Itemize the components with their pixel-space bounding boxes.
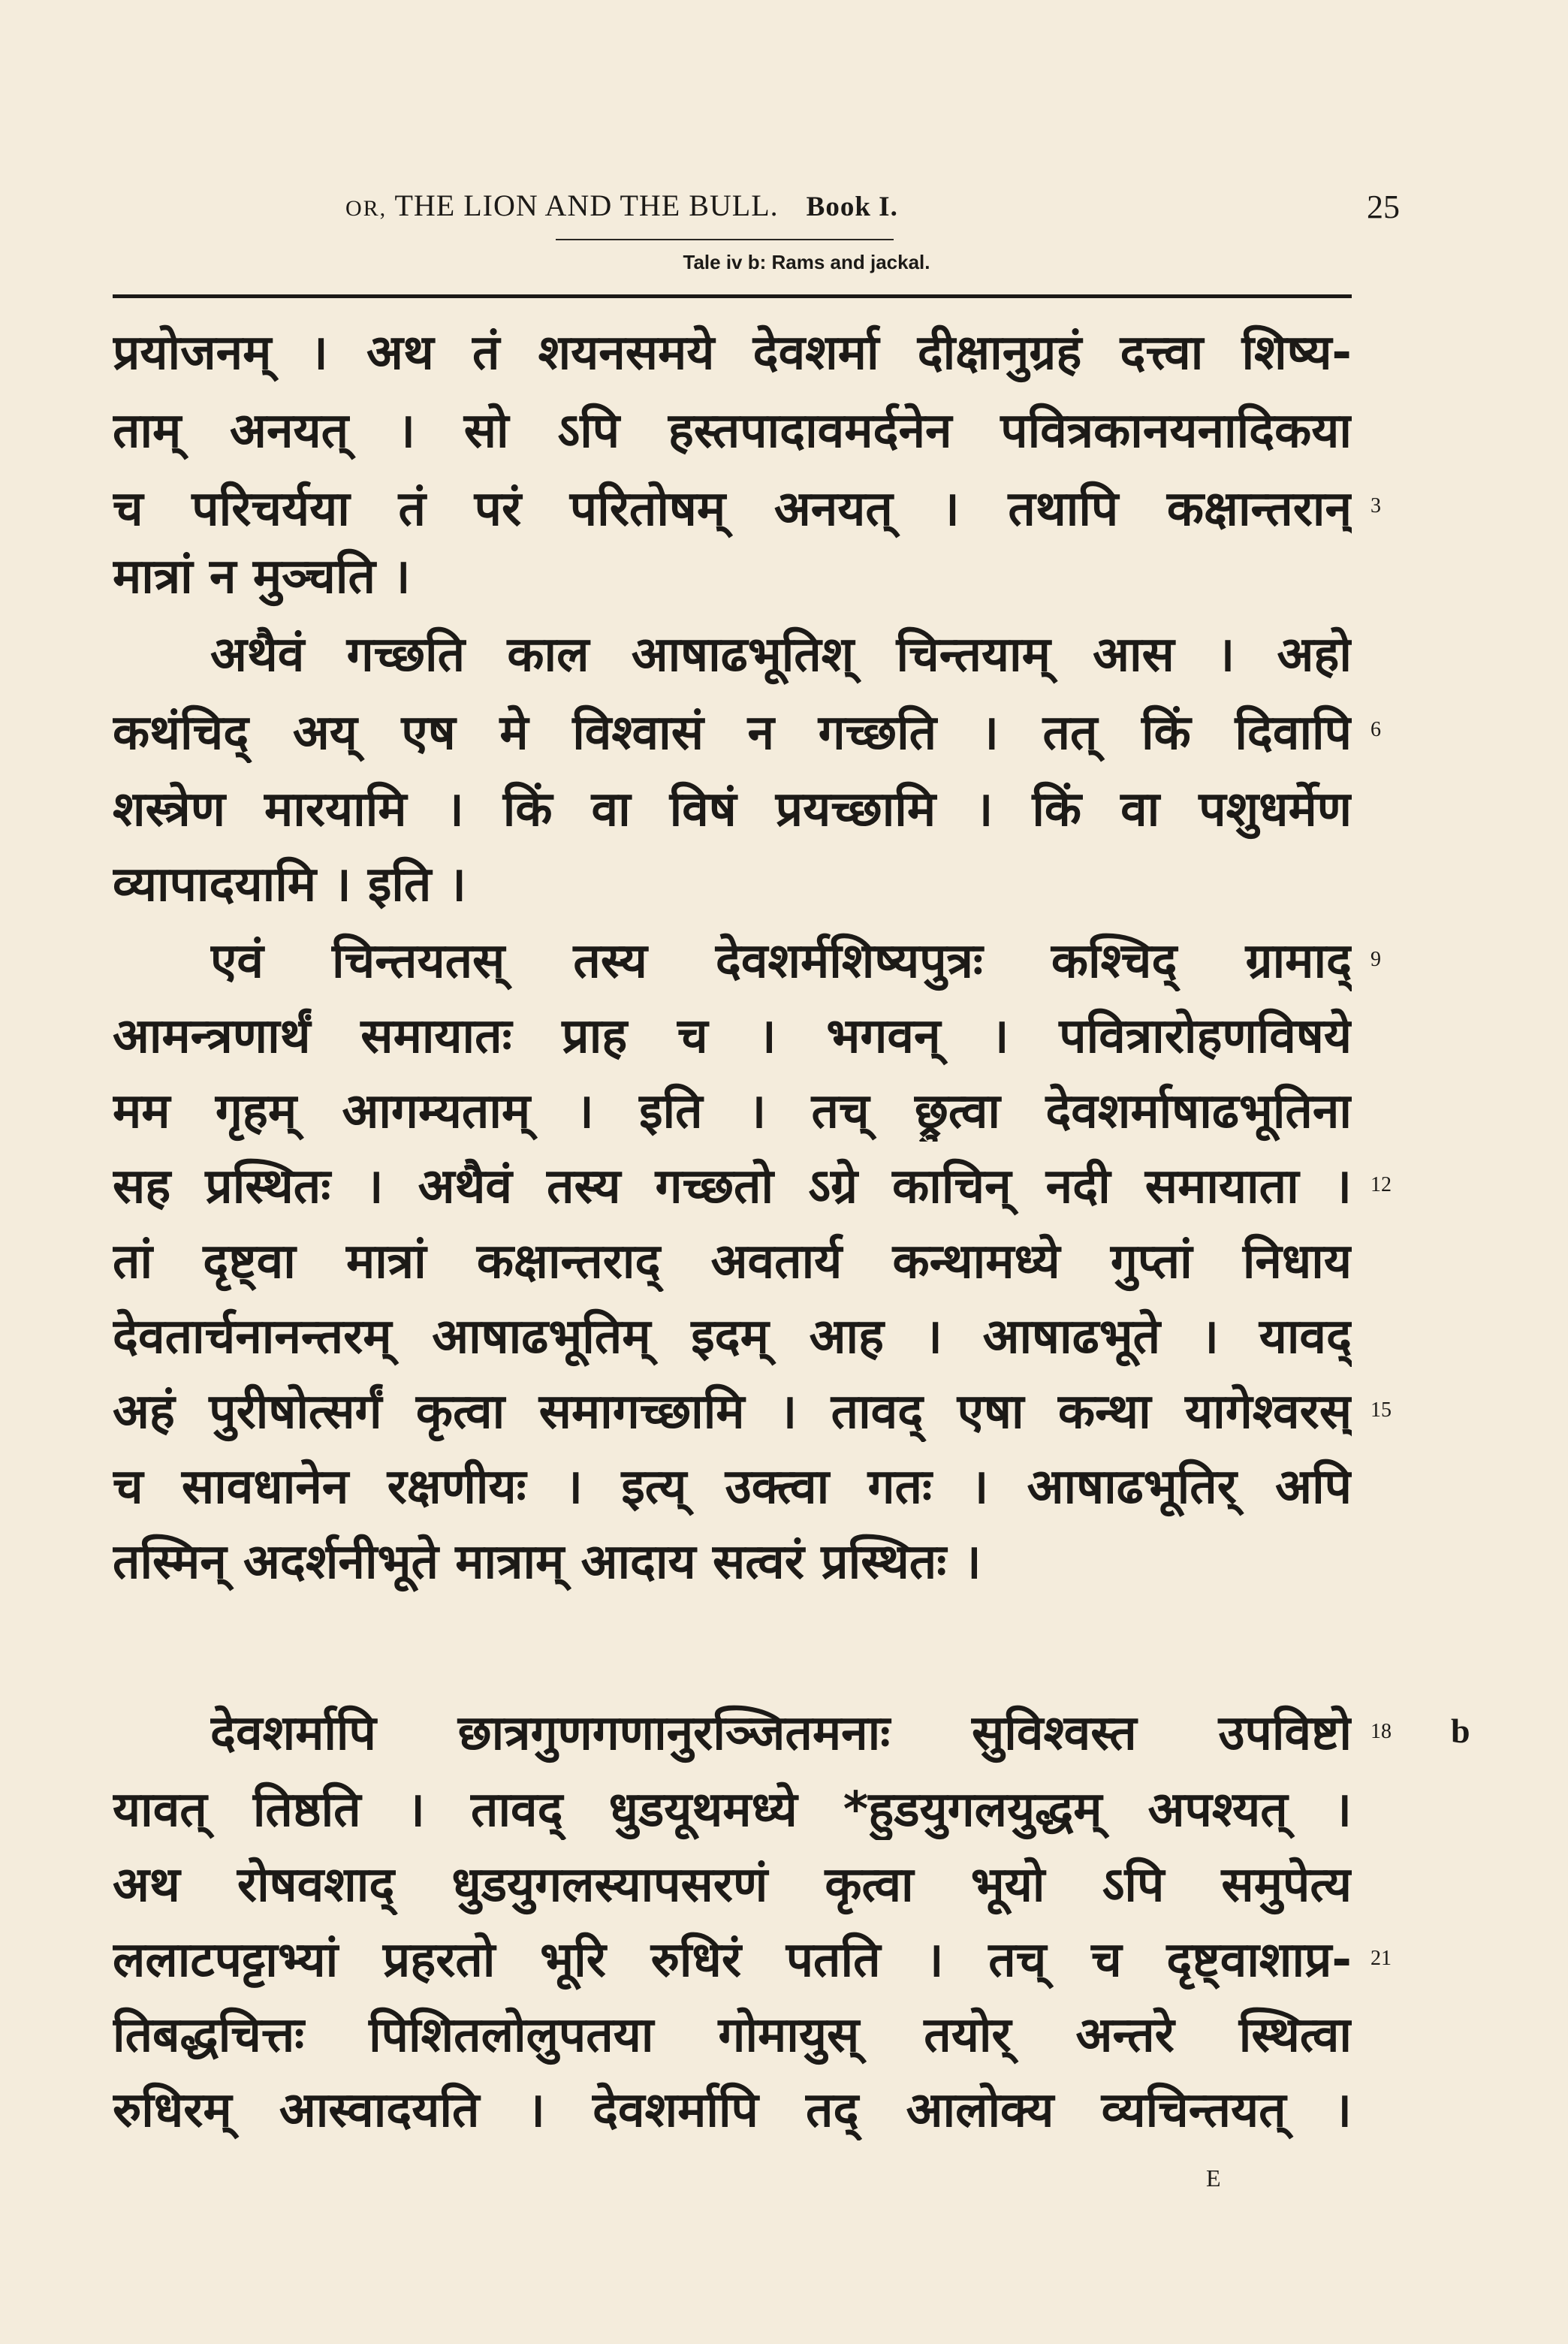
text-line: ताम् अनयत् । सो ऽपि हस्तपादावमर्दनेन पवित्रकानयनादिकया bbox=[113, 403, 1352, 459]
signature-mark: E bbox=[1206, 2165, 1221, 2192]
tale-subhead: Tale iv b: Rams and jackal. bbox=[683, 251, 930, 273]
text-line: च सावधानेन रक्षणीयः । इत्य् उक्त्वा गतः । आषाढभूतिर् अपि bbox=[113, 1459, 1352, 1515]
text-line: एवं चिन्तयतस् तस्य देवशर्मशिष्यपुत्रः कश्चिद् ग्रामाद् bbox=[210, 934, 1352, 989]
text-line: कथंचिद् अय् एष मे विश्वासं न गच्छति । तत् किं दिवापि bbox=[113, 705, 1352, 761]
text-line: देवतार्चनानन्तरम् आषाढभूतिम् इदम् आह । आषाढभूते । यावद् bbox=[113, 1309, 1352, 1365]
text-line: अथ रोषवशाद् धुडयुगलस्यापसरणं कृत्वा भूयो ऽपि समुपेत्य bbox=[113, 1857, 1352, 1913]
line-number: 3 bbox=[1370, 494, 1381, 517]
text-line: अहं पुरीषोत्सर्गं कृत्वा समागच्छामि । तावद् एषा कन्था यागेश्वरस् bbox=[113, 1384, 1352, 1440]
text-line: अथैवं गच्छति काल आषाढभूतिश् चिन्तयाम् आस । अहो bbox=[210, 627, 1352, 683]
text-line: यावत् तिष्ठति । तावद् धुडयूथमध्ये *हुडयुगलयुद्धम् अपश्यत् । bbox=[113, 1782, 1352, 1838]
text-line: शस्त्रेण मारयामि । किं वा विषं प्रयच्छामि । किं वा पशुधर्मेण bbox=[113, 782, 1352, 837]
margin-marker: b bbox=[1451, 1712, 1470, 1750]
text-line: रुधिरम् आस्वादयति । देवशर्मापि तद् आलोक्य व्यचिन्तयत् । bbox=[113, 2083, 1352, 2138]
text-line: तस्मिन् अदर्शनीभूते मात्राम् आदाय सत्वरं प्रस्थितः । bbox=[113, 1534, 982, 1590]
text-line: तां दृष्ट्वा मात्रां कक्षान्तराद् अवतार्य कन्थामध्ये गुप्तां निधाय bbox=[113, 1234, 1352, 1290]
text-line: च परिचर्यया तं परं परितोषम् अनयत् । तथापि कक्षान्तरान् bbox=[113, 481, 1352, 537]
line-number: 12 bbox=[1370, 1173, 1392, 1196]
header-rule bbox=[113, 294, 1352, 298]
text-line: व्यापादयामि । इति । bbox=[113, 857, 466, 913]
text-line: देवशर्मापि छात्रगुणगणानुरञ्जितमनाः सुविश्वस्त उपविष्टो bbox=[210, 1706, 1352, 1761]
text-line: मम गृहम् आगम्यताम् । इति । तच् छ्रुत्वा देवशर्माषाढभूतिना bbox=[113, 1084, 1352, 1139]
text-line: सह प्रस्थितः । अथैवं तस्य गच्छतो ऽग्रे काचिन् नदी समायाता । bbox=[113, 1159, 1352, 1214]
running-head-title: THE LION AND THE BULL. bbox=[394, 189, 779, 222]
line-number: 9 bbox=[1370, 948, 1381, 971]
line-number: 18 bbox=[1370, 1720, 1392, 1743]
line-number: 6 bbox=[1370, 718, 1381, 741]
text-line: ललाटपट्टाभ्यां प्रहरतो भूरि रुधिरं पतति । तच् च दृष्ट्वाशाप्र- bbox=[113, 1932, 1352, 1988]
line-number: 21 bbox=[1370, 1947, 1392, 1970]
running-head-prefix: OR, bbox=[345, 196, 387, 221]
subhead-rule bbox=[556, 239, 894, 240]
running-head bbox=[345, 188, 898, 223]
line-number: 15 bbox=[1370, 1398, 1392, 1422]
text-line: तिबद्धचित्तः पिशितलोलुपतया गोमायुस् तयोर् अन्तरे स्थित्वा bbox=[113, 2008, 1352, 2063]
text-line: प्रयोजनम् । अथ तं शयनसमये देवशर्मा दीक्षानुग्रहं दत्त्वा शिष्य- bbox=[113, 325, 1352, 381]
running-head-book: Book I. bbox=[806, 192, 898, 222]
page-number: 25 bbox=[1367, 189, 1400, 225]
text-line: मात्रां न मुञ्चति । bbox=[113, 549, 411, 605]
text-line: आमन्त्रणार्थं समायातः प्राह च । भगवन् । पवित्रारोहणविषये bbox=[113, 1009, 1352, 1064]
